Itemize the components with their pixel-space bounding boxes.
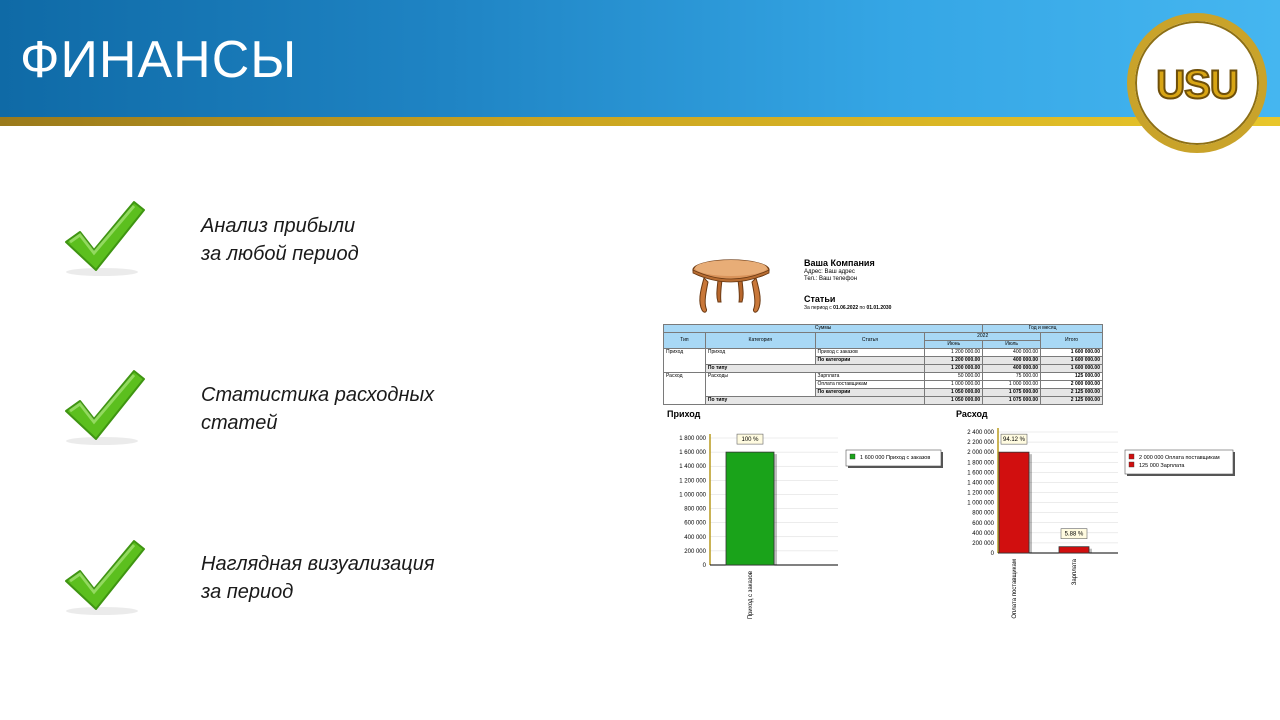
table-row: [664, 397, 1103, 405]
legend-swatch: [1129, 454, 1134, 459]
y-tick-label: 1 400 000: [679, 464, 706, 471]
cell-july: 1 075 000.00: [983, 389, 1041, 397]
legend-swatch: [850, 454, 855, 459]
data-label: 5.88 %: [1064, 531, 1084, 538]
y-tick-label: 1 800 000: [967, 460, 994, 467]
cell-june: 1 200 000.00: [925, 357, 983, 365]
bullet-visualization: [201, 550, 501, 606]
y-tick-label: 800 000: [972, 510, 994, 517]
y-tick-label: 1 200 000: [967, 490, 994, 497]
header-total: Итого: [1041, 333, 1103, 349]
cell-total: 1 600 000.00: [1041, 349, 1103, 357]
checkmark-icon: [60, 537, 150, 617]
y-tick-label: 1 600 000: [967, 470, 994, 477]
table-icon: [690, 258, 772, 320]
header-year: 2022: [925, 333, 1041, 341]
x-tick-label: Оплата поставщикам: [1012, 559, 1018, 619]
legend-box: [1125, 450, 1233, 474]
cell-total: 2 000 000.00: [1041, 381, 1103, 389]
header-article: Статья: [815, 333, 925, 349]
report-screenshot: [660, 252, 1240, 632]
bullet-profit-analysis: [201, 212, 501, 268]
bullet-expense-stats: [201, 381, 501, 437]
report-title: Статьи: [804, 294, 836, 304]
y-tick-label: 1 200 000: [679, 478, 706, 485]
bullet-line: за любой период: [201, 243, 359, 265]
cell-total: 1 600 000.00: [1041, 365, 1103, 373]
cell-june: 1 200 000.00: [925, 349, 983, 357]
cell-july: 1 075 000.00: [983, 397, 1041, 405]
header-july: Июль: [983, 341, 1041, 349]
bullet-line: Наглядная визуализация: [201, 553, 435, 575]
header-sums: Суммы: [664, 325, 983, 333]
income-bar-chart: [660, 422, 950, 632]
cell-subtotal-label: По типу: [705, 397, 924, 405]
y-tick-label: 2 000 000: [967, 450, 994, 457]
cell-total: 2 125 000.00: [1041, 389, 1103, 397]
y-tick-label: 1 600 000: [679, 450, 706, 457]
company-phone: Тел.: Ваш телефон: [804, 276, 858, 282]
checkmark-icon: [60, 367, 150, 447]
cell-june: 50 000.00: [925, 373, 983, 381]
period-prefix: За период с: [804, 305, 832, 311]
y-tick-label: 600 000: [684, 520, 706, 527]
header-june: Июнь: [925, 341, 983, 349]
cell-june: 1 200 000.00: [925, 365, 983, 373]
bullet-line: Статистика расходных: [201, 384, 435, 406]
checkmark-icon: [60, 198, 150, 278]
legend-label: 125 000 Зарплата: [1139, 463, 1185, 469]
cell-type: Приход: [664, 349, 706, 373]
table-row: [664, 349, 1103, 357]
y-tick-label: 400 000: [972, 530, 994, 537]
cell-article: Приход с заказов: [815, 349, 925, 357]
header-type: Тип: [664, 333, 706, 349]
bullet-line: Анализ прибыли: [201, 215, 356, 237]
data-label: 100 %: [741, 437, 759, 444]
header-accent-line: [0, 117, 1280, 126]
bar: [999, 452, 1029, 553]
header-year-month: Год и месяц: [983, 325, 1103, 333]
cell-subtotal-label: По категории: [815, 357, 925, 365]
y-tick-label: 1 000 000: [967, 500, 994, 507]
cell-june: 1 000 000.00: [925, 381, 983, 389]
cell-article: Оплата поставщикам: [815, 381, 925, 389]
cell-category: Приход: [705, 349, 815, 365]
cell-total: 2 125 000.00: [1041, 397, 1103, 405]
cell-subtotal-label: По типу: [705, 365, 924, 373]
chart-title-income: Приход: [667, 409, 701, 419]
y-tick-label: 0: [702, 563, 706, 569]
period-mid: по: [859, 305, 866, 311]
header-category: Категория: [705, 333, 815, 349]
table-row: [664, 373, 1103, 381]
company-name: Ваша Компания: [804, 258, 875, 268]
company-address: Адрес: Ваш адрес: [804, 269, 855, 275]
y-tick-label: 1 400 000: [967, 480, 994, 487]
cell-article: Зарплата: [815, 373, 925, 381]
chart-title-expense: Расход: [956, 409, 988, 419]
bar: [1059, 547, 1089, 553]
bullet-line: за период: [201, 581, 294, 603]
report-table: [663, 324, 1103, 405]
legend-label: 2 000 000 Оплата поставщикам: [1139, 455, 1220, 461]
y-tick-label: 1 000 000: [679, 492, 706, 499]
cell-july: 400 000.00: [983, 357, 1041, 365]
cell-type: Расход: [664, 373, 706, 405]
cell-subtotal-label: По категории: [815, 389, 925, 397]
x-tick-label: Приход с заказов: [748, 571, 754, 620]
cell-june: 1 050 000.00: [925, 389, 983, 397]
cell-july: 75 000.00: [983, 373, 1041, 381]
y-tick-label: 200 000: [972, 540, 994, 547]
cell-july: 400 000.00: [983, 349, 1041, 357]
x-tick-label: Зарплата: [1072, 559, 1078, 586]
y-tick-label: 200 000: [684, 548, 706, 555]
table-row: [664, 365, 1103, 373]
y-tick-label: 800 000: [684, 506, 706, 513]
y-tick-label: 1 800 000: [679, 436, 706, 442]
legend-label: 1 600 000 Приход с заказов: [860, 455, 931, 461]
cell-category: Расходы: [705, 373, 815, 397]
legend-swatch: [1129, 462, 1134, 467]
cell-total: 125 000.00: [1041, 373, 1103, 381]
usu-logo: [1127, 13, 1267, 153]
y-tick-label: 600 000: [972, 520, 994, 527]
cell-total: 1 600 000.00: [1041, 357, 1103, 365]
report-period: [804, 305, 891, 311]
expense-bar-chart: [950, 422, 1240, 632]
data-label: 94.12 %: [1002, 437, 1026, 444]
page-title: ФИНАНСЫ: [20, 31, 298, 89]
y-tick-label: 400 000: [684, 534, 706, 541]
period-from: 01.06.2022: [833, 305, 859, 311]
bar: [726, 452, 774, 565]
y-tick-label: 2 200 000: [967, 440, 994, 447]
y-tick-label: 0: [990, 551, 994, 557]
cell-july: 1 000 000.00: [983, 381, 1041, 389]
bullet-line: статей: [201, 412, 278, 434]
cell-july: 400 000.00: [983, 365, 1041, 373]
period-to: 01.01.2030: [866, 305, 892, 311]
logo-text: USU: [1156, 63, 1238, 107]
y-tick-label: 2 400 000: [967, 430, 994, 436]
cell-june: 1 050 000.00: [925, 397, 983, 405]
